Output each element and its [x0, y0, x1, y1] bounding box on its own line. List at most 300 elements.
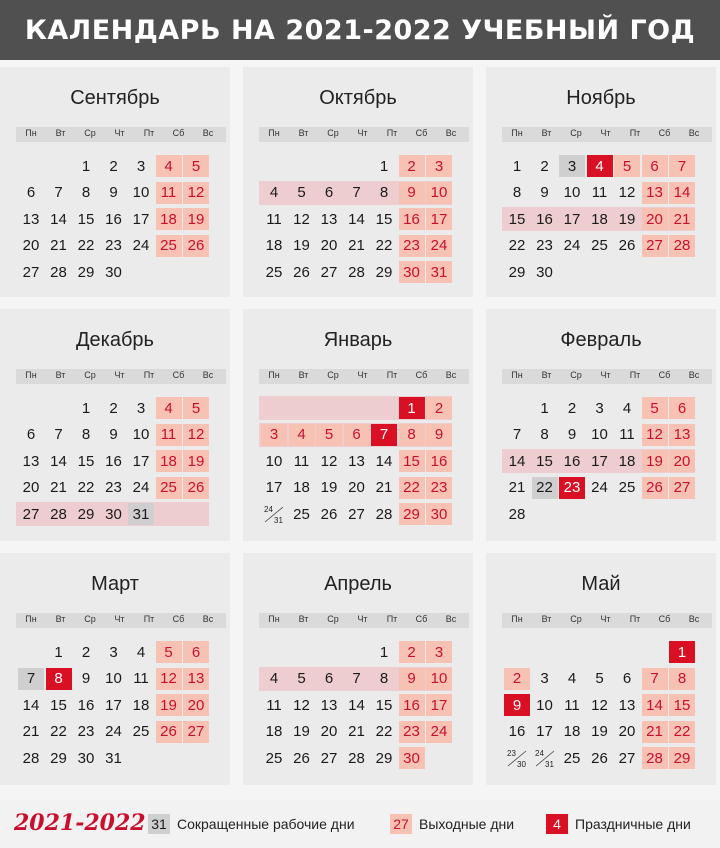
day-cell: 8 [81, 184, 91, 201]
day-cell: 13 [669, 424, 695, 446]
day-cell: 10 [426, 668, 452, 690]
day-cell: 21 [375, 479, 393, 496]
day-cell: 25 [265, 749, 283, 767]
day-cell: 26 [156, 721, 182, 743]
day-cell: 19 [293, 237, 310, 254]
day-cell: 12 [618, 184, 636, 201]
weekday-header [259, 127, 469, 142]
weekday-label: Сб [172, 370, 185, 380]
day-cell: 10 [536, 696, 553, 714]
day-cell: 2 [109, 399, 118, 417]
day-cell: 8 [540, 426, 549, 443]
day-cell: 9 [109, 184, 118, 201]
day-cell: 22 [50, 723, 67, 740]
month-4 [0, 309, 230, 541]
weekday-label: Пт [629, 370, 641, 380]
weekday-label: Чт [357, 370, 368, 380]
day-cell: 27 [348, 505, 365, 523]
weekday-header [502, 127, 712, 142]
day-cell: 25 [132, 723, 150, 740]
day-cell: 11 [133, 670, 149, 687]
day-cell: 5 [156, 641, 182, 663]
day-cell: 13 [642, 182, 668, 204]
day-cell: 30 [399, 747, 425, 769]
weekday-header [16, 369, 226, 384]
day-cell: 30 [426, 503, 452, 525]
weekday-label: Пн [511, 370, 523, 380]
weekday-label: Сб [415, 128, 428, 138]
day-cell: 28 [50, 263, 67, 281]
svg-text:30: 30 [517, 760, 526, 769]
day-cell: 5 [614, 155, 640, 177]
day-cell: 25 [156, 477, 182, 499]
split-day-icon [261, 503, 287, 525]
day-cell: 17 [536, 723, 553, 740]
day-cell: 21 [50, 479, 67, 496]
weekday-label: Чт [600, 128, 611, 138]
day-cell: 13 [320, 210, 338, 228]
day-cell: 4 [289, 424, 315, 446]
month-name: Март [91, 573, 139, 595]
day-cell: 20 [669, 450, 695, 472]
day-cell: 3 [426, 155, 452, 177]
day-cell: 17 [132, 210, 150, 228]
day-cell: 18 [265, 237, 283, 254]
day-cell: 7 [54, 426, 63, 443]
day-cell: 1 [81, 399, 91, 417]
weekday-label: Пт [629, 614, 641, 624]
day-cell: 22 [375, 237, 393, 254]
header [0, 0, 720, 60]
day-cell: 11 [619, 426, 635, 443]
weekday-label: Вт [298, 128, 309, 138]
weekday-label: Ср [570, 128, 582, 138]
day-cell: 10 [426, 182, 452, 204]
month-6 [486, 309, 716, 541]
day-cell: 17 [132, 452, 150, 470]
weekday-label: Пн [25, 370, 37, 380]
weekday-label: Пн [268, 370, 280, 380]
day-cell: 28 [348, 749, 365, 767]
day-cell: 10 [265, 452, 283, 470]
day-cell: 29 [375, 263, 393, 281]
weekday-label: Вт [55, 128, 66, 138]
weekday-label: Пт [386, 370, 398, 380]
day-cell: 14 [375, 452, 393, 470]
day-cell: 26 [183, 477, 209, 499]
day-cell: 25 [293, 505, 310, 523]
day-cell: 27 [669, 477, 695, 499]
day-cell: 23 [105, 237, 122, 254]
day-cell: 14 [642, 694, 668, 716]
weekday-label: Ср [84, 128, 96, 138]
day-cell: 22 [508, 237, 526, 254]
day-cell: 3 [136, 157, 146, 175]
day-cell: 6 [642, 155, 668, 177]
legend-holiday-label: Праздничные дни [575, 816, 691, 832]
day-cell: 17 [563, 210, 581, 228]
day-cell: 8 [379, 184, 389, 201]
day-cell: 7 [371, 424, 397, 446]
weekday-label: Пн [511, 614, 523, 624]
day-cell: 11 [564, 696, 580, 714]
day-cell: 18 [156, 208, 182, 230]
weekday-label: Вс [202, 614, 214, 624]
day-cell: 12 [293, 210, 310, 228]
day-cell: 4 [567, 670, 577, 687]
day-cell: 14 [348, 696, 365, 714]
day-cell: 30 [105, 263, 122, 281]
day-cell: 19 [183, 208, 209, 230]
weekday-label: Пт [143, 614, 155, 624]
day-cell: 31 [105, 749, 122, 767]
weekday-label: Вт [55, 370, 66, 380]
day-cell: 5 [297, 184, 306, 201]
day-cell: 3 [595, 399, 604, 417]
weekday-label: Вс [688, 614, 700, 624]
weekday-label: Сб [415, 370, 428, 380]
day-cell: 27 [183, 721, 209, 743]
weekday-label: Пн [268, 128, 280, 138]
day-cell: 11 [156, 182, 182, 204]
month-name: Сентябрь [70, 87, 160, 109]
day-cell: 7 [54, 184, 63, 201]
day-cell: 18 [293, 479, 310, 496]
month-name: Апрель [324, 573, 392, 595]
day-cell: 10 [132, 426, 150, 443]
day-cell: 16 [105, 452, 122, 470]
day-cell: 1 [512, 157, 522, 175]
day-cell: 14 [669, 182, 695, 204]
weekday-label: Пн [25, 614, 37, 624]
day-cell: 18 [265, 723, 283, 740]
day-cell: 7 [352, 184, 361, 201]
day-cell: 16 [399, 694, 425, 716]
month-name: Декабрь [76, 329, 154, 351]
day-cell: 22 [669, 721, 695, 743]
weekday-header [259, 613, 469, 628]
day-cell: 11 [266, 696, 282, 714]
day-cell: 24 [105, 723, 122, 740]
day-cell: 31 [426, 261, 452, 283]
weekday-label: Вс [688, 128, 700, 138]
day-cell: 8 [512, 184, 522, 201]
day-cell: 18 [563, 723, 581, 740]
day-cell: 13 [22, 452, 40, 470]
day-cell: 6 [183, 641, 209, 663]
day-cell: 19 [320, 479, 338, 496]
day-cell: 2 [567, 399, 577, 417]
day-cell: 27 [22, 263, 40, 281]
day-cell: 21 [508, 479, 526, 496]
weekday-label: Ср [84, 370, 96, 380]
day-cell: 22 [77, 237, 95, 254]
day-cell: 12 [320, 452, 338, 470]
day-cell: 7 [512, 426, 522, 443]
day-cell: 5 [595, 670, 604, 687]
day-cell: 5 [297, 670, 306, 687]
day-cell: 24 [426, 235, 452, 257]
weekday-header [502, 613, 712, 628]
day-cell-split [532, 747, 558, 769]
day-cell: 29 [50, 749, 67, 767]
weekday-label: Вс [202, 128, 214, 138]
month-8 [243, 553, 473, 785]
weekday-label: Ср [327, 370, 339, 380]
day-cell: 13 [183, 668, 209, 690]
day-cell: 24 [426, 721, 452, 743]
day-cell: 1 [399, 397, 425, 419]
day-cell: 8 [46, 668, 72, 690]
day-cell: 13 [348, 452, 365, 470]
weekday-label: Чт [114, 370, 125, 380]
day-cell: 18 [132, 696, 150, 714]
day-cell: 11 [591, 184, 608, 201]
day-cell: 16 [563, 452, 581, 470]
day-cell: 3 [261, 424, 287, 446]
day-cell: 9 [504, 694, 530, 716]
day-cell: 20 [348, 479, 365, 496]
day-cell: 23 [77, 723, 95, 740]
day-cell: 4 [269, 670, 279, 687]
day-cell: 20 [320, 237, 338, 254]
day-cell: 4 [156, 397, 182, 419]
day-cell: 17 [426, 694, 452, 716]
day-cell: 19 [183, 450, 209, 472]
day-cell: 14 [508, 452, 526, 470]
day-cell: 29 [399, 503, 425, 525]
day-cell: 18 [156, 450, 182, 472]
weekday-label: Пт [629, 128, 641, 138]
weekday-label: Вт [541, 128, 552, 138]
day-cell: 28 [669, 235, 695, 257]
svg-text:31: 31 [274, 516, 283, 525]
day-cell: 6 [622, 670, 632, 687]
day-cell: 22 [532, 477, 558, 499]
day-cell-split [261, 503, 287, 525]
day-cell: 13 [618, 696, 636, 714]
day-cell: 5 [642, 397, 668, 419]
day-cell: 1 [379, 157, 389, 175]
weekday-label: Пт [143, 128, 155, 138]
weekday-label: Пн [268, 614, 280, 624]
day-cell: 21 [348, 723, 365, 740]
day-cell: 25 [563, 749, 581, 767]
day-cell: 9 [426, 424, 452, 446]
legend-weekend-swatch: 27 [390, 814, 412, 834]
day-cell: 15 [508, 210, 526, 228]
day-cell: 10 [105, 670, 122, 687]
month-3 [486, 67, 716, 297]
day-cell: 6 [669, 397, 695, 419]
weekday-label: Ср [570, 370, 582, 380]
weekday-label: Пт [386, 128, 398, 138]
weekday-label: Вт [298, 614, 309, 624]
weekday-header [16, 613, 226, 628]
day-cell: 17 [426, 208, 452, 230]
day-cell: 22 [375, 723, 393, 740]
day-cell: 3 [559, 155, 585, 177]
day-cell: 16 [508, 723, 526, 740]
weekday-label: Чт [114, 128, 125, 138]
day-cell: 6 [324, 184, 334, 201]
day-cell: 12 [293, 696, 310, 714]
month-name: Февраль [560, 329, 642, 351]
day-cell: 1 [669, 641, 695, 663]
day-cell: 7 [642, 668, 668, 690]
day-cell: 9 [109, 426, 118, 443]
day-cell: 13 [22, 210, 40, 228]
day-cell: 28 [508, 505, 526, 523]
day-cell: 29 [77, 263, 95, 281]
month-1 [0, 67, 230, 297]
day-cell: 26 [642, 477, 668, 499]
day-cell: 6 [344, 424, 370, 446]
month-name: Октябрь [319, 87, 397, 109]
weekday-label: Вт [541, 370, 552, 380]
svg-text:31: 31 [544, 760, 554, 769]
day-cell: 15 [77, 452, 95, 470]
day-cell: 28 [348, 263, 365, 281]
weekday-label: Вс [445, 614, 457, 624]
day-cell-split [504, 747, 530, 769]
day-cell: 26 [293, 263, 310, 281]
day-cell: 10 [132, 184, 150, 201]
day-cell: 3 [540, 670, 549, 687]
day-cell: 8 [399, 424, 425, 446]
month-2 [243, 67, 473, 297]
weekday-label: Сб [658, 370, 671, 380]
day-cell: 15 [375, 210, 393, 228]
weekday-header [502, 369, 712, 384]
day-cell: 4 [587, 155, 613, 177]
day-cell: 28 [50, 505, 67, 523]
day-cell: 9 [399, 182, 425, 204]
legend-footer [0, 800, 720, 848]
day-cell: 1 [54, 643, 63, 661]
day-cell: 5 [183, 155, 209, 177]
day-cell: 5 [183, 397, 209, 419]
day-cell: 29 [77, 505, 95, 523]
day-cell: 15 [536, 452, 553, 470]
weekday-label: Чт [357, 128, 368, 138]
weekday-label: Сб [415, 614, 428, 624]
day-cell: 15 [375, 696, 393, 714]
day-cell: 1 [540, 399, 549, 417]
weekday-header [259, 369, 469, 384]
split-day-icon [504, 747, 530, 769]
weekday-label: Сб [658, 128, 671, 138]
day-cell: 11 [156, 424, 182, 446]
day-cell: 23 [426, 477, 452, 499]
day-cell: 24 [563, 237, 581, 254]
weekday-label: Чт [357, 614, 368, 624]
day-cell: 30 [105, 505, 122, 523]
day-cell: 20 [183, 694, 209, 716]
day-cell: 24 [591, 479, 608, 496]
day-cell: 3 [426, 641, 452, 663]
day-cell: 23 [536, 237, 553, 254]
day-cell: 21 [22, 723, 40, 740]
day-cell: 6 [324, 670, 334, 687]
day-cell: 20 [22, 237, 40, 254]
day-cell: 19 [293, 723, 310, 740]
weekday-label: Ср [570, 614, 582, 624]
day-cell: 27 [320, 749, 338, 767]
day-cell: 8 [669, 668, 695, 690]
day-cell: 23 [105, 479, 122, 496]
split-day-icon [532, 747, 558, 769]
day-cell: 24 [132, 237, 150, 254]
legend-short-label: Сокращенные рабочие дни [177, 816, 355, 832]
weekday-label: Ср [327, 128, 339, 138]
page-title: КАЛЕНДАРЬ НА 2021-2022 УЧЕБНЫЙ ГОД [24, 14, 696, 46]
day-cell: 12 [156, 668, 182, 690]
day-cell: 16 [399, 208, 425, 230]
day-cell: 30 [536, 263, 553, 281]
weekday-label: Вс [202, 370, 214, 380]
day-cell: 19 [618, 210, 636, 228]
day-cell: 2 [81, 643, 91, 661]
day-cell: 14 [348, 210, 365, 228]
day-cell: 29 [375, 749, 393, 767]
day-cell: 15 [669, 694, 695, 716]
weekday-label: Вт [55, 614, 66, 624]
weekday-label: Чт [600, 370, 611, 380]
day-cell: 9 [567, 426, 577, 443]
day-cell: 27 [22, 505, 40, 523]
day-cell: 8 [81, 426, 91, 443]
day-cell: 12 [642, 424, 668, 446]
day-cell: 17 [105, 696, 122, 714]
weekday-label: Ср [84, 614, 96, 624]
svg-text:23: 23 [507, 749, 516, 758]
day-cell: 18 [618, 452, 636, 470]
day-cell: 26 [183, 235, 209, 257]
svg-text:24: 24 [264, 505, 273, 514]
day-cell: 14 [22, 696, 40, 714]
day-cell: 18 [591, 210, 608, 228]
day-cell: 4 [622, 399, 632, 417]
day-cell: 20 [618, 723, 636, 740]
day-cell: 16 [536, 210, 553, 228]
day-cell: 15 [77, 210, 95, 228]
day-cell: 10 [563, 184, 581, 201]
day-cell: 27 [642, 235, 668, 257]
day-cell: 2 [399, 155, 425, 177]
day-cell: 25 [618, 479, 636, 496]
day-cell: 20 [320, 723, 338, 740]
weekday-label: Ср [327, 614, 339, 624]
day-cell: 26 [320, 505, 338, 523]
day-cell: 27 [320, 263, 338, 281]
month-name: Май [581, 573, 621, 595]
day-cell: 9 [81, 670, 91, 687]
day-cell: 17 [265, 479, 283, 496]
day-cell: 20 [642, 208, 668, 230]
day-cell: 12 [183, 182, 209, 204]
day-cell: 22 [77, 479, 95, 496]
day-cell: 6 [26, 184, 36, 201]
day-cell: 4 [136, 643, 146, 661]
day-cell: 19 [642, 450, 668, 472]
day-cell: 26 [293, 749, 310, 767]
weekday-label: Вт [541, 614, 552, 624]
day-cell: 24 [132, 479, 150, 496]
day-cell: 16 [77, 696, 95, 714]
month-name: Январь [323, 329, 393, 351]
years-logo: 2021-2022 [14, 810, 146, 836]
